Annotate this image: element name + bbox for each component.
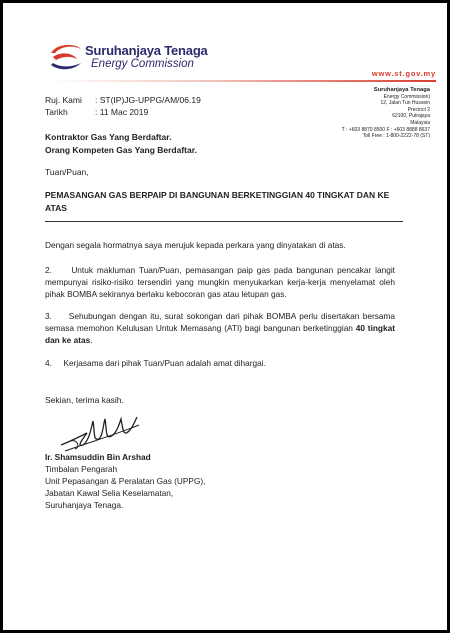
website-url: www.st.gov.my — [371, 69, 436, 78]
signatory-block — [45, 451, 206, 511]
date-label: Tarikh — [45, 107, 68, 117]
subject-underline — [45, 221, 403, 222]
address-line: Precinct 2 — [407, 106, 430, 113]
recipient-line: Orang Kompeten Gas Yang Berdaftar. — [45, 145, 197, 155]
address-line: Energy Commission) — [383, 93, 430, 100]
address-block — [342, 87, 430, 140]
signatory-dept: Jabatan Kawal Selia Keselamatan, — [45, 488, 174, 498]
salutation: Tuan/Puan, — [45, 167, 89, 177]
logo-text-malay: Suruhanjaya Tenaga — [85, 43, 208, 58]
closing-line: Sekian, terima kasih. — [45, 395, 124, 405]
letter-page — [3, 3, 447, 630]
address-org: Suruhanjaya Tenaga — [373, 87, 430, 93]
recipient-line: Kontraktor Gas Yang Berdaftar. — [45, 132, 172, 142]
paragraph-3-text: 3. Sehubungan dengan itu, surat sokongan dari pihak BOMBA perlu disertakan bersama semasa memohon Kelulusan Untuk Memasang (ATI) bagi bangunan berketinggian — [45, 311, 395, 333]
paragraph-3-bold: 40 tingkat dan ke atas — [45, 323, 395, 345]
address-line: Malaysia — [410, 119, 430, 126]
date-value: : 11 Mac 2019 — [95, 107, 149, 117]
address-tollfree: Toll Free : 1-800-2222-78 (ST) — [362, 133, 430, 140]
header-divider — [47, 80, 436, 82]
energy-commission-logo — [47, 41, 227, 73]
logo-text-english: Energy Commission — [91, 58, 194, 70]
reference-block — [45, 94, 201, 118]
reference-label: Ruj. Kami — [45, 95, 82, 105]
paragraph-3 — [45, 310, 395, 346]
address-line: 12, Jalan Tun Hussein — [380, 100, 430, 107]
paragraph-intro: Dengan segala hormatnya saya merujuk kepada perkara yang dinyatakan di atas. — [45, 240, 346, 250]
signatory-title: Timbalan Pengarah — [45, 464, 118, 474]
paragraph-2: 2. Untuk makluman Tuan/Puan, pemasangan paip gas pada bangunan pencakar langit mempunyai risiko-risiko tersendiri yang mungkin menyukarkan kerja-kerja menyelamat oleh pihak BOMBA sekiranya berlaku kebocoran gas atau letupan gas. — [45, 265, 395, 299]
reference-value: : ST(IP)JG-UPPG/AM/06.19 — [95, 95, 201, 105]
signatory-name: Ir. Shamsuddin Bin Arshad — [45, 452, 151, 462]
address-line: 62100, Putrajaya — [392, 113, 430, 120]
recipient-block — [45, 131, 197, 157]
signatory-unit: Unit Pepasangan & Peralatan Gas (UPPG), — [45, 476, 206, 486]
paragraph-4: 4. Kerjasama dari pihak Tuan/Puan adalah amat dihargai. — [45, 358, 266, 368]
reference-row — [45, 94, 201, 106]
signatory-org: Suruhanjaya Tenaga. — [45, 500, 124, 510]
date-row — [45, 106, 201, 118]
address-phone: T : +603 8870 8500 F : +603 8888 8637 — [341, 126, 430, 133]
paragraph-3-end: . — [90, 335, 93, 345]
swoosh-logo-icon — [47, 41, 87, 75]
subject-heading: PEMASANGAN GAS BERPAIP DI BANGUNAN BERKETINGGIAN 40 TINGKAT DAN KE ATAS — [45, 190, 390, 213]
